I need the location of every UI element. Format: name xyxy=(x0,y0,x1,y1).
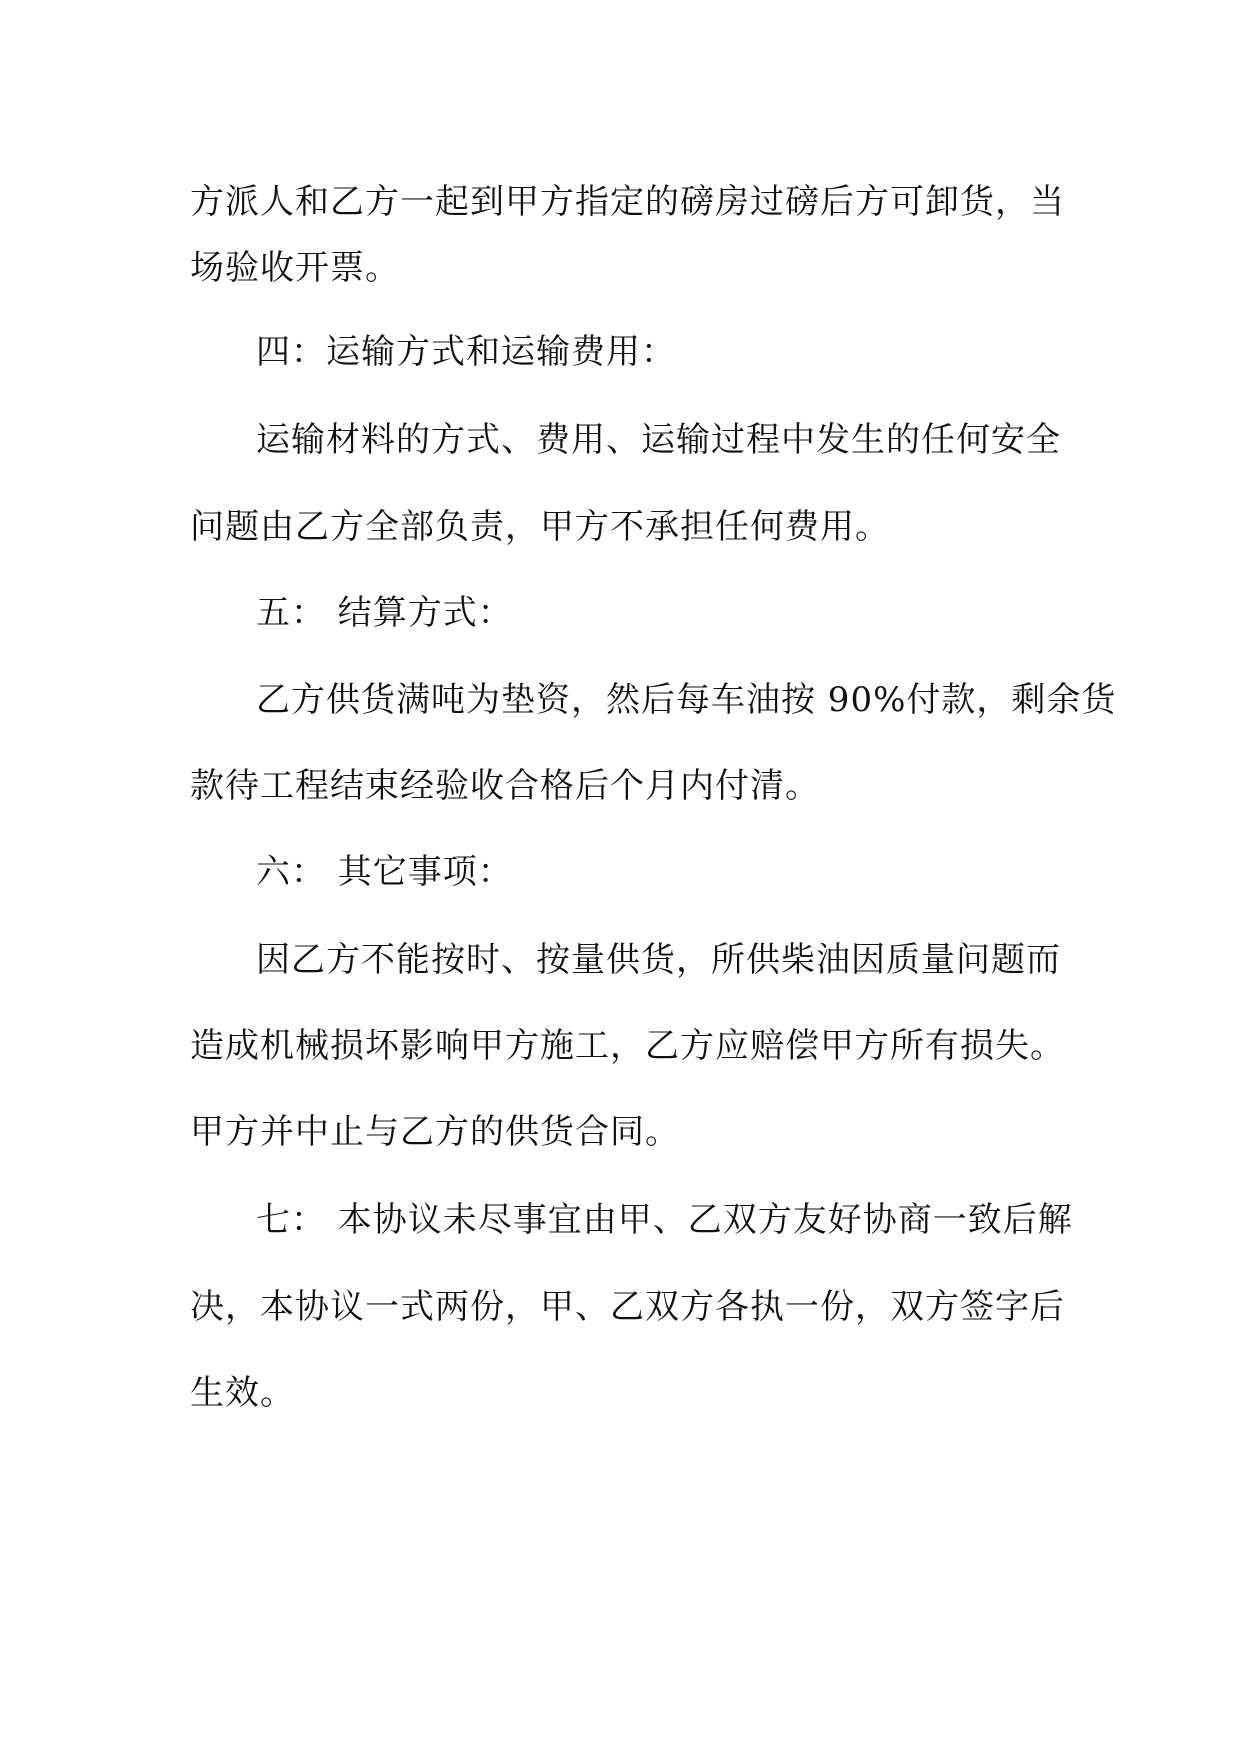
section-heading-7: 七： 本协议未尽事宜由甲、乙双方友好协商一致后解 xyxy=(256,1200,1073,1240)
text-line: 运输材料的方式、费用、运输过程中发生的任何安全 xyxy=(256,420,1061,460)
text-line: 问题由乙方全部负责，甲方不承担任何费用。 xyxy=(190,507,890,547)
section-heading-4: 四：运输方式和运输费用： xyxy=(256,332,676,372)
text-line: 场验收开票。 xyxy=(190,248,400,288)
text-line: 乙方供货满吨为垫资，然后每车油按 90%付款，剩余货 xyxy=(256,680,1117,720)
section-heading-5: 五： 结算方式： xyxy=(256,593,513,633)
text-line: 决，本协议一式两份，甲、乙双方各执一份，双方签字后 xyxy=(190,1287,1065,1327)
section-heading-6: 六： 其它事项： xyxy=(256,852,513,892)
text-line: 生效。 xyxy=(190,1373,295,1413)
text-line: 方派人和乙方一起到甲方指定的磅房过磅后方可卸货，当 xyxy=(190,182,1065,222)
text-line: 款待工程结束经验收合格后个月内付清。 xyxy=(190,766,820,806)
text-line: 甲方并中止与乙方的供货合同。 xyxy=(190,1112,680,1152)
text-line: 因乙方不能按时、按量供货，所供柴油因质量问题而 xyxy=(256,940,1061,980)
text-line: 造成机械损坏影响甲方施工，乙方应赔偿甲方所有损失。 xyxy=(190,1026,1065,1066)
